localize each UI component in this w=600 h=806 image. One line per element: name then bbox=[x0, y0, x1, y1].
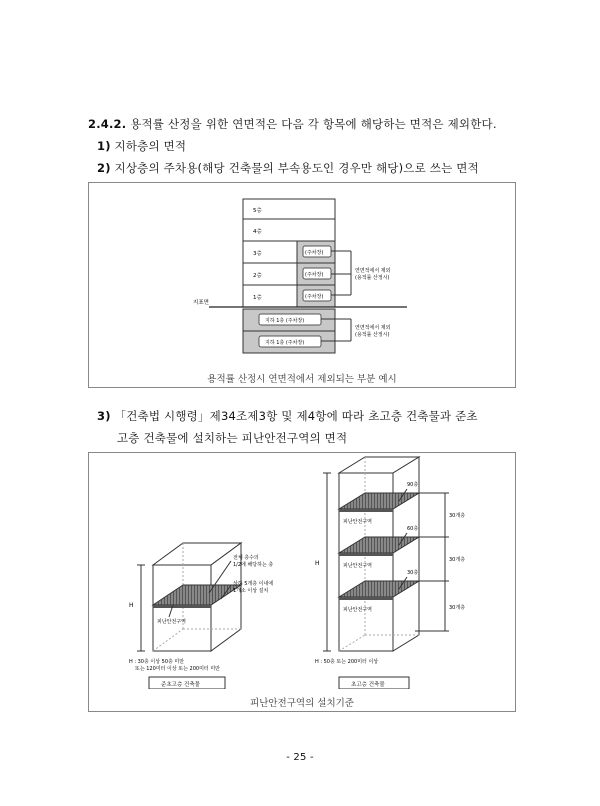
right-zone-label-1: 피난안전구역 bbox=[343, 519, 372, 525]
left-cond-line2: 또는 120미터 이상 또는 200미터 미만 bbox=[135, 666, 220, 672]
floor-3-label: 3층 bbox=[253, 251, 262, 257]
item-1-number: 1) bbox=[97, 139, 111, 153]
left-title: 준초고층 건축물 bbox=[161, 682, 200, 688]
right-floor-30: 30층 bbox=[407, 570, 419, 576]
right-cond-line1: H : 50층 또는 200미터 이상 bbox=[315, 659, 379, 665]
parking-label-2f: (주차장) bbox=[305, 272, 324, 278]
basement-2-label: 지하 1층 (주차장) bbox=[265, 340, 305, 346]
floor-2-label: 2층 bbox=[253, 273, 262, 279]
item-2 bbox=[97, 160, 479, 176]
figure-2-caption: 피난안전구역의 설치기준 bbox=[250, 698, 354, 709]
item-1 bbox=[97, 138, 186, 154]
section-heading bbox=[88, 116, 497, 132]
right-floor-90: 90층 bbox=[407, 482, 419, 488]
item-3 bbox=[97, 408, 478, 424]
left-note1-line2: 1/2에 해당하는 층 bbox=[233, 562, 274, 568]
left-note2-line2: 1개소 이상 설치 bbox=[233, 588, 269, 594]
right-zone-label-2: 피난안전구역 bbox=[343, 563, 372, 569]
note-above-line1: 연면적에서 제외 bbox=[355, 268, 391, 274]
left-note1-line1: 전체 층수의 bbox=[233, 555, 259, 561]
figure-2-diagram bbox=[89, 453, 515, 689]
left-zone-label: 피난안전구역 bbox=[157, 619, 186, 625]
note-above-line2: (용적률 산정시) bbox=[355, 275, 390, 281]
item-1-text: 지하층의 면적 bbox=[114, 139, 187, 153]
item-3-number: 3) bbox=[97, 409, 111, 423]
left-height-label: H bbox=[129, 602, 134, 609]
floor-5-label: 5층 bbox=[253, 208, 262, 214]
right-interval-2: 30개층 bbox=[449, 557, 466, 563]
right-interval-1: 30개층 bbox=[449, 513, 466, 519]
section-number: 2.4.2. bbox=[88, 117, 127, 131]
page-number: - 25 - bbox=[286, 752, 314, 763]
right-zone-label-3: 피난안전구역 bbox=[343, 607, 372, 613]
figure-1-box bbox=[88, 182, 516, 388]
floor-4-label: 4층 bbox=[253, 229, 262, 235]
parking-label-3f: (주차장) bbox=[305, 250, 324, 256]
note-below-line2: (용적률 산정시) bbox=[355, 332, 390, 338]
item-3-text: 「건축법 시행령」제34조제3항 및 제4항에 따라 초고층 건축물과 준초 bbox=[114, 409, 478, 423]
item-2-number: 2) bbox=[97, 161, 111, 175]
section-text: 용적률 산정을 위한 연면적은 다음 각 항목에 해당하는 면적은 제외한다. bbox=[130, 117, 497, 131]
right-floor-60: 60층 bbox=[407, 526, 419, 532]
note-below-line1: 연면적에서 제외 bbox=[355, 325, 391, 331]
right-height-label: H bbox=[315, 560, 320, 567]
item-3-line2: 고층 건축물에 설치하는 피난안전구역의 면적 bbox=[117, 431, 348, 445]
basement-1-label: 지하 1층 (주차장) bbox=[265, 318, 305, 324]
item-2-text: 지상층의 주차용(해당 건축물의 부속용도인 경우만 해당)으로 쓰는 면적 bbox=[114, 161, 479, 175]
parking-label-1f: (주차장) bbox=[305, 294, 324, 300]
ground-label: 지표면 bbox=[193, 300, 209, 306]
figure-1-caption: 용적률 산정시 연면적에서 제외되는 부분 예시 bbox=[207, 374, 397, 385]
floor-1-label: 1층 bbox=[253, 295, 262, 301]
figure-2-box bbox=[88, 452, 516, 712]
left-cond-line1: H : 30층 이상 50층 미만 bbox=[129, 659, 185, 665]
left-note2-line1: 상하 5개층 이내에 bbox=[233, 581, 274, 587]
figure-1-diagram bbox=[89, 183, 515, 368]
right-title: 초고층 건축물 bbox=[351, 682, 385, 688]
right-interval-3: 30개층 bbox=[449, 605, 466, 611]
